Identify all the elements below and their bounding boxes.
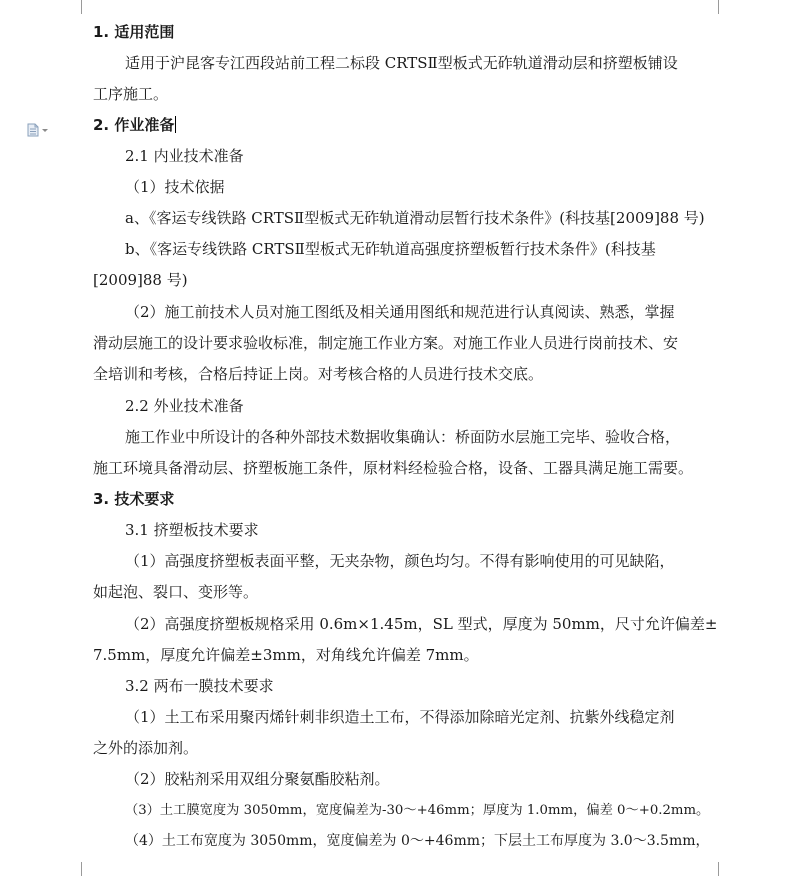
- section-2-1-item-2-line-1: （2）施工前技术人员对施工图纸及相关通用图纸和规范进行认真阅读、熟悉，掌握: [125, 303, 675, 321]
- section-3-1-item-2-line-2: 7.5mm，厚度允许偏差±3mm，对角线允许偏差 7mm。: [93, 646, 479, 664]
- section-3-2-item-2: （2）胶粘剂采用双组分聚氨酯胶粘剂。: [125, 770, 390, 788]
- document-icon-graphic: [27, 123, 49, 137]
- section-2-1-heading: 2.1 内业技术准备: [125, 147, 244, 165]
- crop-mark-bottom-left: [67, 862, 82, 876]
- reference-b-line-2: [2009]88 号): [93, 271, 188, 289]
- reference-b-line-1: b、《客运专线铁路 CRTSⅡ型板式无砟轨道高强度挤塑板暂行技术条件》(科技基: [125, 240, 656, 258]
- section-3-title: 3. 技术要求: [93, 490, 175, 508]
- crop-mark-top-right: [718, 0, 733, 14]
- section-3-2-item-4: （4）土工布宽度为 3050mm，宽度偏差为 0～+46mm；下层土工布厚度为 3.0～3.5mm，: [125, 833, 710, 849]
- section-3-2-heading: 3.2 两布一膜技术要求: [125, 677, 274, 695]
- section-3-2-item-1-line-1: （1）土工布采用聚丙烯针刺非织造土工布，不得添加除暗光定剂、抗紫外线稳定剂: [125, 708, 675, 726]
- section-3-2-item-3: （3）土工膜宽度为 3050mm，宽度偏差为-30～+46mm；厚度为 1.0mm，偏差 0～+0.2mm。: [125, 803, 710, 818]
- section-2-1-item-2-line-3: 全培训和考核，合格后持证上岗。对考核合格的人员进行技术交底。: [93, 365, 544, 383]
- section-2-title-text: 2. 作业准备: [93, 116, 175, 134]
- document-icon[interactable]: [27, 122, 49, 136]
- section-2-1-item-2-line-2: 滑动层施工的设计要求验收标准，制定施工作业方案。对施工作业人员进行岗前技术、安: [93, 334, 679, 352]
- section-2-title: [93, 110, 176, 141]
- section-3-1-item-1-line-1: （1）高强度挤塑板表面平整，无夹杂物，颜色均匀。不得有影响使用的可见缺陷，: [125, 552, 675, 570]
- section-3-2-item-1-line-2: 之外的添加剂。: [93, 739, 199, 757]
- section-2-2-body-line-1: 施工作业中所设计的各种外部技术数据收集确认：桥面防水层施工完毕、验收合格，: [125, 428, 681, 446]
- section-2-1-item-1: （1）技术依据: [125, 178, 225, 196]
- section-1-title: 1. 适用范围: [93, 23, 175, 41]
- section-3-1-item-2-line-1: （2）高强度挤塑板规格采用 0.6m×1.45m，SL 型式，厚度为 50mm，尺寸允许偏差±: [125, 615, 718, 633]
- section-1-body-line-2: 工序施工。: [93, 85, 169, 103]
- section-3-1-item-1-line-2: 如起泡、裂口、变形等。: [93, 583, 259, 601]
- section-3-1-heading: 3.1 挤塑板技术要求: [125, 521, 259, 539]
- reference-a: a、《客运专线铁路 CRTSⅡ型板式无砟轨道滑动层暂行技术条件》(科技基[2009]88 号): [125, 209, 705, 227]
- section-2-2-heading: 2.2 外业技术准备: [125, 397, 244, 415]
- crop-mark-top-left: [67, 0, 82, 14]
- section-1-body-line-1: 适用于沪昆客专江西段站前工程二标段 CRTSⅡ型板式无砟轨道滑动层和挤塑板铺设: [125, 54, 678, 72]
- section-2-2-body-line-2: 施工环境具备滑动层、挤塑板施工条件，原材料经检验合格，设备、工器具满足施工需要。: [93, 459, 694, 477]
- text-cursor: [175, 116, 176, 133]
- crop-mark-bottom-right: [718, 862, 733, 876]
